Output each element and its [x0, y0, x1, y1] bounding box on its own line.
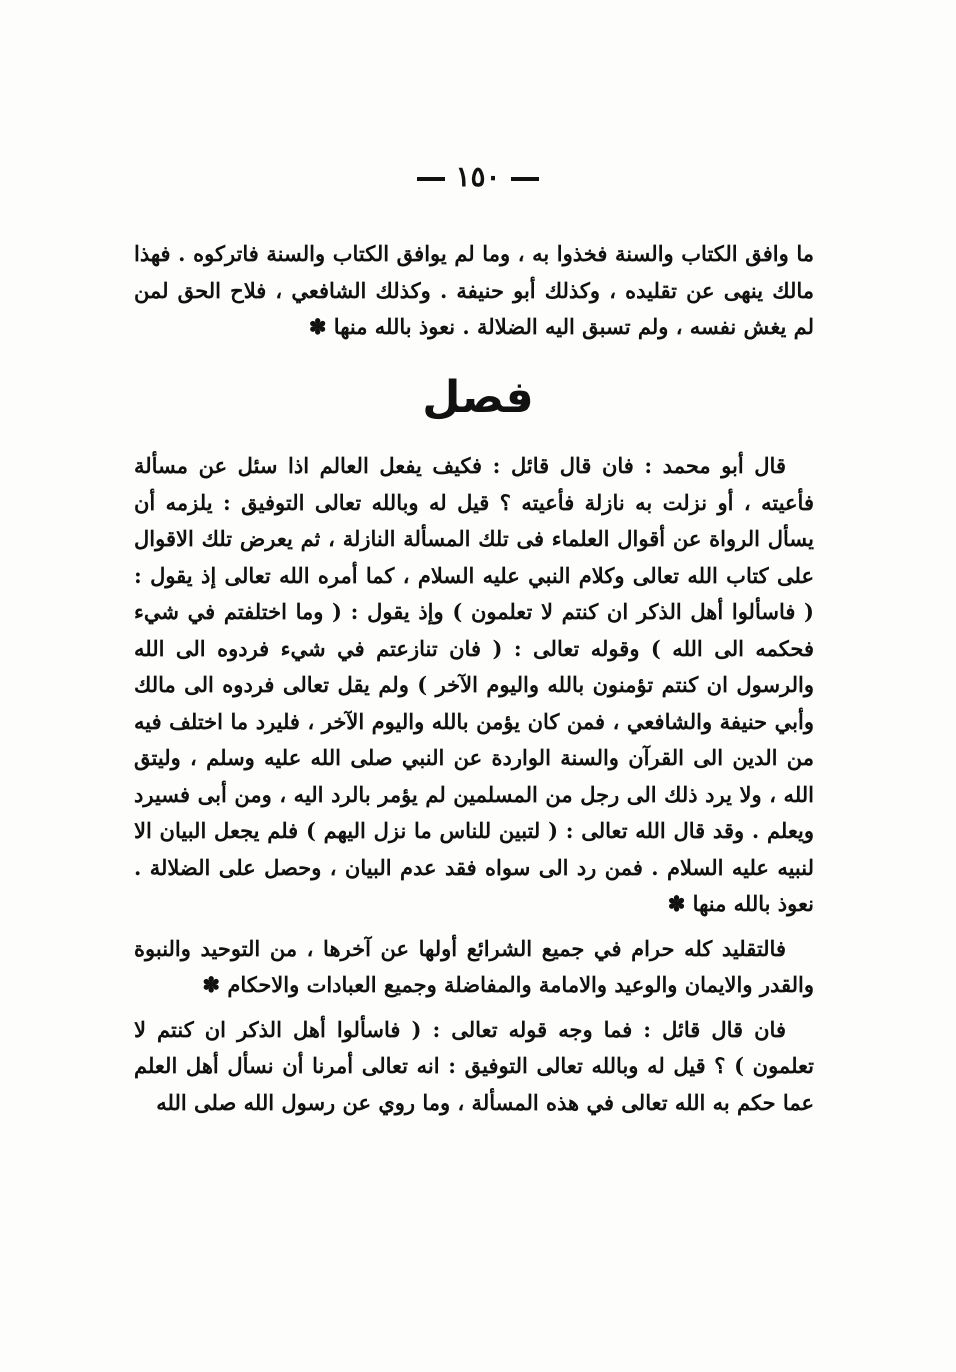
page-number	[0, 160, 956, 193]
intro-paragraph: ما وافق الكتاب والسنة فخذوا به ، وما لم يوافق الكتاب والسنة فاتركوه . فهذا مالك ينهى عن تقليده ، وكذلك أبو حنيفة . وكذلك الشافعي ، فلاح الحق لمن لم يغش نفسه ، ولم تسبق اليه الضلالة . نعوذ بالله منها ✽	[134, 241, 814, 339]
section-paragraph-1: قال أبو محمد : فان قال قائل : فكيف يفعل العالم اذا سئل عن مسألة فأعيته ، أو نزلت به نازلة فأعيته ؟ قيل له وبالله تعالى التوفيق : يلزمه أن يسأل الرواة عن أقوال العلماء فى تلك المسألة النازلة ، ثم يعرض تلك الاقوال على كتاب الله تعالى وكلام النبي عليه السلام ، كما أمره الله تعالى إذ يقول : ( فاسألوا أهل الذكر ان كنتم لا تعلمون ) وإذ يقول : ( وما اختلفتم في شيء فحكمه الى الله ) وقوله تعالى : ( فان تنازعتم في شيء فردوه الى الله والرسول ان كنتم تؤمنون بالله واليوم الآخر ) ولم يقل تعالى فردوه الى مالك وأبي حنيفة والشافعي ، فمن كان يؤمن بالله واليوم الآخر ، فليرد ما اختلف فيه من الدين الى القرآن والسنة الواردة عن النبي صلى الله عليه وسلم ، وليتق الله ، ولا يرد ذلك الى رجل من المسلمين لم يؤمر بالرد اليه ، ومن أبى فسيرد ويعلم . وقد قال الله تعالى : ( لتبين للناس ما نزل اليهم ) فلم يجعل البيان الا لنبيه عليه السلام . فمن رد الى سواه فقد عدم البيان ، وحصل على الضلالة . نعوذ بالله منها ✽	[134, 453, 814, 916]
page-number-dash-left	[417, 177, 445, 181]
page-number-dash-right	[511, 177, 539, 181]
intro-text	[134, 236, 814, 346]
section-paragraph-2: فالتقليد كله حرام في جميع الشرائع أولها عن آخرها ، من التوحيد والنبوة والقدر والايمان والوعيد والامامة والمفاضلة وجميع العبادات والاحكام ✽	[134, 935, 814, 997]
section-body	[134, 448, 814, 1121]
section-heading: فصل	[422, 372, 534, 423]
page-number-value: ١٥٠	[455, 160, 501, 193]
section-paragraph-3: فان قال قائل : فما وجه قوله تعالى : ( فاسألوا أهل الذكر ان كنتم لا تعلمون ) ؟ قيل له وبالله تعالى التوفيق : انه تعالى أمرنا أن نسأل أهل العلم عما حكم به الله تعالى في هذه المسألة ، وما روي عن رسول الله صلى الله	[134, 1016, 814, 1115]
